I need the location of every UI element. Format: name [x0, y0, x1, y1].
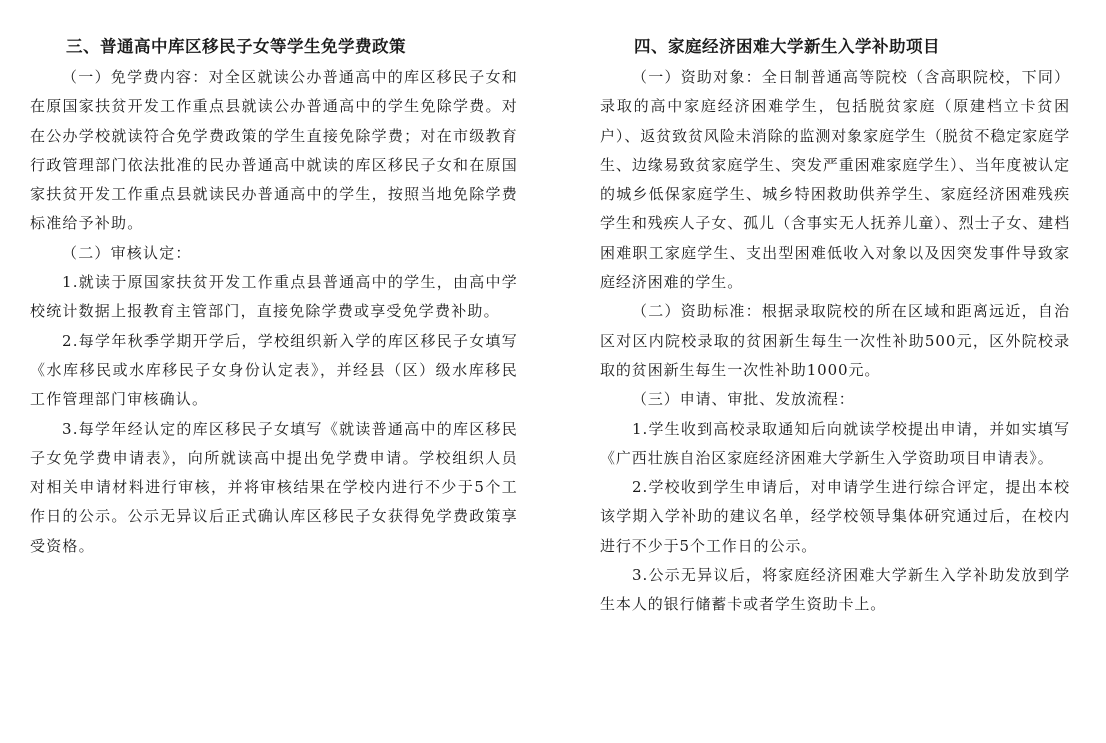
- process-item-2-paragraph: 2.学校收到学生申请后，对申请学生进行综合评定，提出本校该学期入学补助的建议名单，经学校领导集体研究通过后，在校内进行不少于5个工作日的公示。: [600, 478, 1070, 555]
- section-three-heading: 三、普通高中库区移民子女等学生免学费政策: [66, 37, 406, 56]
- right-column: [600, 34, 1070, 620]
- review-item-3-paragraph: 3.每学年经认定的库区移民子女填写《就读普通高中的库区移民子女免学费申请表》，向所就读高中提出免学费申请。学校组织人员对相关申请材料进行审核，并将审核结果在学校内进行不少于5个工作日的公示。公示无异议后正式确认库区移民子女获得免学费政策享受资格。: [30, 419, 518, 555]
- aid-standard-paragraph: （二）资助标准：根据录取院校的所在区域和距离远近，自治区对区内院校录取的贫困新生每生一次性补助500元，区外院校录取的贫困新生每生一次性补助1000元。: [600, 302, 1070, 379]
- process-item-1-paragraph: 1.学生收到高校录取通知后向就读学校提出申请，并如实填写《广西壮族自治区家庭经济困难大学新生入学资助项目申请表》。: [600, 419, 1070, 467]
- review-item-1-paragraph: 1.就读于原国家扶贫开发工作重点县普通高中的学生，由高中学校统计数据上报教育主管部门，直接免除学费或享受免学费补助。: [30, 273, 518, 321]
- section-four-heading: 四、家庭经济困难大学新生入学补助项目: [634, 37, 940, 56]
- process-item-3-paragraph: 3.公示无异议后，将家庭经济困难大学新生入学补助发放到学生本人的银行储蓄卡或者学生资助卡上。: [600, 566, 1070, 614]
- review-item-2-paragraph: 2.每学年秋季学期开学后，学校组织新入学的库区移民子女填写《水库移民或水库移民子女身份认定表》，并经县（区）级水库移民工作管理部门审核确认。: [30, 331, 518, 409]
- review-title-paragraph: （二）审核认定：: [62, 243, 192, 262]
- left-column: [30, 34, 518, 561]
- aid-target-paragraph: （一）资助对象：全日制普通高等院校（含高职院校，下同）录取的高中家庭经济困难学生，包括脱贫家庭（原建档立卡贫困户）、返贫致贫风险未消除的监测对象家庭学生（脱贫不稳定家庭学生、边缘易致贫家庭学生、突发严重困难家庭学生）、当年度被认定的城乡低保家庭学生、城乡特困救助供养学生、家庭经济困难残疾学生和残疾人子女、孤儿（含事实无人抚养儿童）、烈士子女、建档困难职工家庭学生、支出型困难低收入对象以及因突发事件导致家庭经济困难的学生。: [600, 68, 1070, 292]
- process-title-paragraph: （三）申请、审批、发放流程：: [632, 390, 855, 409]
- exemption-content-paragraph: （一）免学费内容：对全区就读公办普通高中的库区移民子女和在原国家扶贫开发工作重点县就读公办普通高中的学生免除学费。对在公办学校就读符合免学费政策的学生直接免除学费；对在市级教育行政管理部门依法批准的民办普通高中就读的库区移民子女和在原国家扶贫开发工作重点县就读民办普通高中的学生，按照当地免除学费标准给予补助。: [30, 68, 518, 233]
